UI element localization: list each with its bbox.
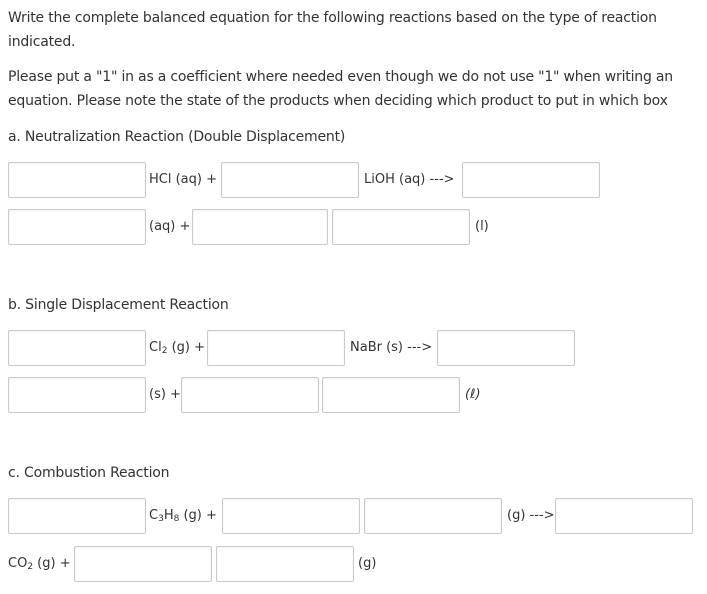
- instruction-line-4: equation. Please note the state of the products when deciding which product to put in which box: [8, 93, 668, 109]
- a-coefficient-lioh-input[interactable]: [221, 162, 359, 198]
- b-coefficient-product2-input[interactable]: [181, 377, 319, 413]
- c-coefficient-h2o-input[interactable]: [74, 546, 212, 582]
- c-g-arrow-label: (g) --->: [507, 508, 555, 523]
- a-coefficient-product2-input[interactable]: [192, 209, 328, 245]
- c-coefficient-co2-input[interactable]: [555, 498, 693, 534]
- b-nabr-label: NaBr (s) --->: [350, 340, 433, 355]
- c-h2o-input[interactable]: [216, 546, 354, 582]
- b-coefficient-nabr-input[interactable]: [207, 330, 345, 366]
- a-lioh-label: LiOH (aq) --->: [364, 172, 455, 187]
- a-product2-input[interactable]: [332, 209, 470, 245]
- a-liquid-label: (l): [475, 219, 489, 234]
- b-s-plus-label: (s) +: [149, 387, 181, 402]
- c-c3h8-label: $C_3H_8$ (g) +: [149, 508, 217, 524]
- instruction-line-1: Write the complete balanced equation for the following reactions based on the type of reaction: [8, 10, 657, 26]
- b-product2-input[interactable]: [322, 377, 460, 413]
- c-co2-label: $CO_2$ (g) +: [8, 556, 71, 572]
- c-coefficient-o2-input[interactable]: [222, 498, 360, 534]
- a-aq-plus-label: (aq) +: [149, 219, 191, 234]
- b-coefficient-product1-input[interactable]: [437, 330, 575, 366]
- section-c-title: c. Combustion Reaction: [8, 465, 170, 481]
- b-liquid-label: (ℓ): [465, 387, 481, 402]
- section-b-title: b. Single Displacement Reaction: [8, 297, 229, 313]
- a-product1-input[interactable]: [8, 209, 146, 245]
- c-g-label: (g): [358, 556, 377, 571]
- a-hcl-label: HCl (aq) +: [149, 172, 217, 187]
- section-a-title: a. Neutralization Reaction (Double Displacement): [8, 129, 346, 145]
- instruction-line-2: indicated.: [8, 34, 76, 50]
- c-o2-input[interactable]: [364, 498, 502, 534]
- b-product1-input[interactable]: [8, 377, 146, 413]
- instruction-line-3: Please put a "1" in as a coefficient where needed even though we do not use "1" when writing an: [8, 69, 673, 85]
- c-coefficient-c3h8-input[interactable]: [8, 498, 146, 534]
- b-coefficient-cl2-input[interactable]: [8, 330, 146, 366]
- b-cl2-label: $Cl_2$ (g) +: [149, 340, 205, 356]
- a-coefficient-product1-input[interactable]: [462, 162, 600, 198]
- a-coefficient-hcl-input[interactable]: [8, 162, 146, 198]
